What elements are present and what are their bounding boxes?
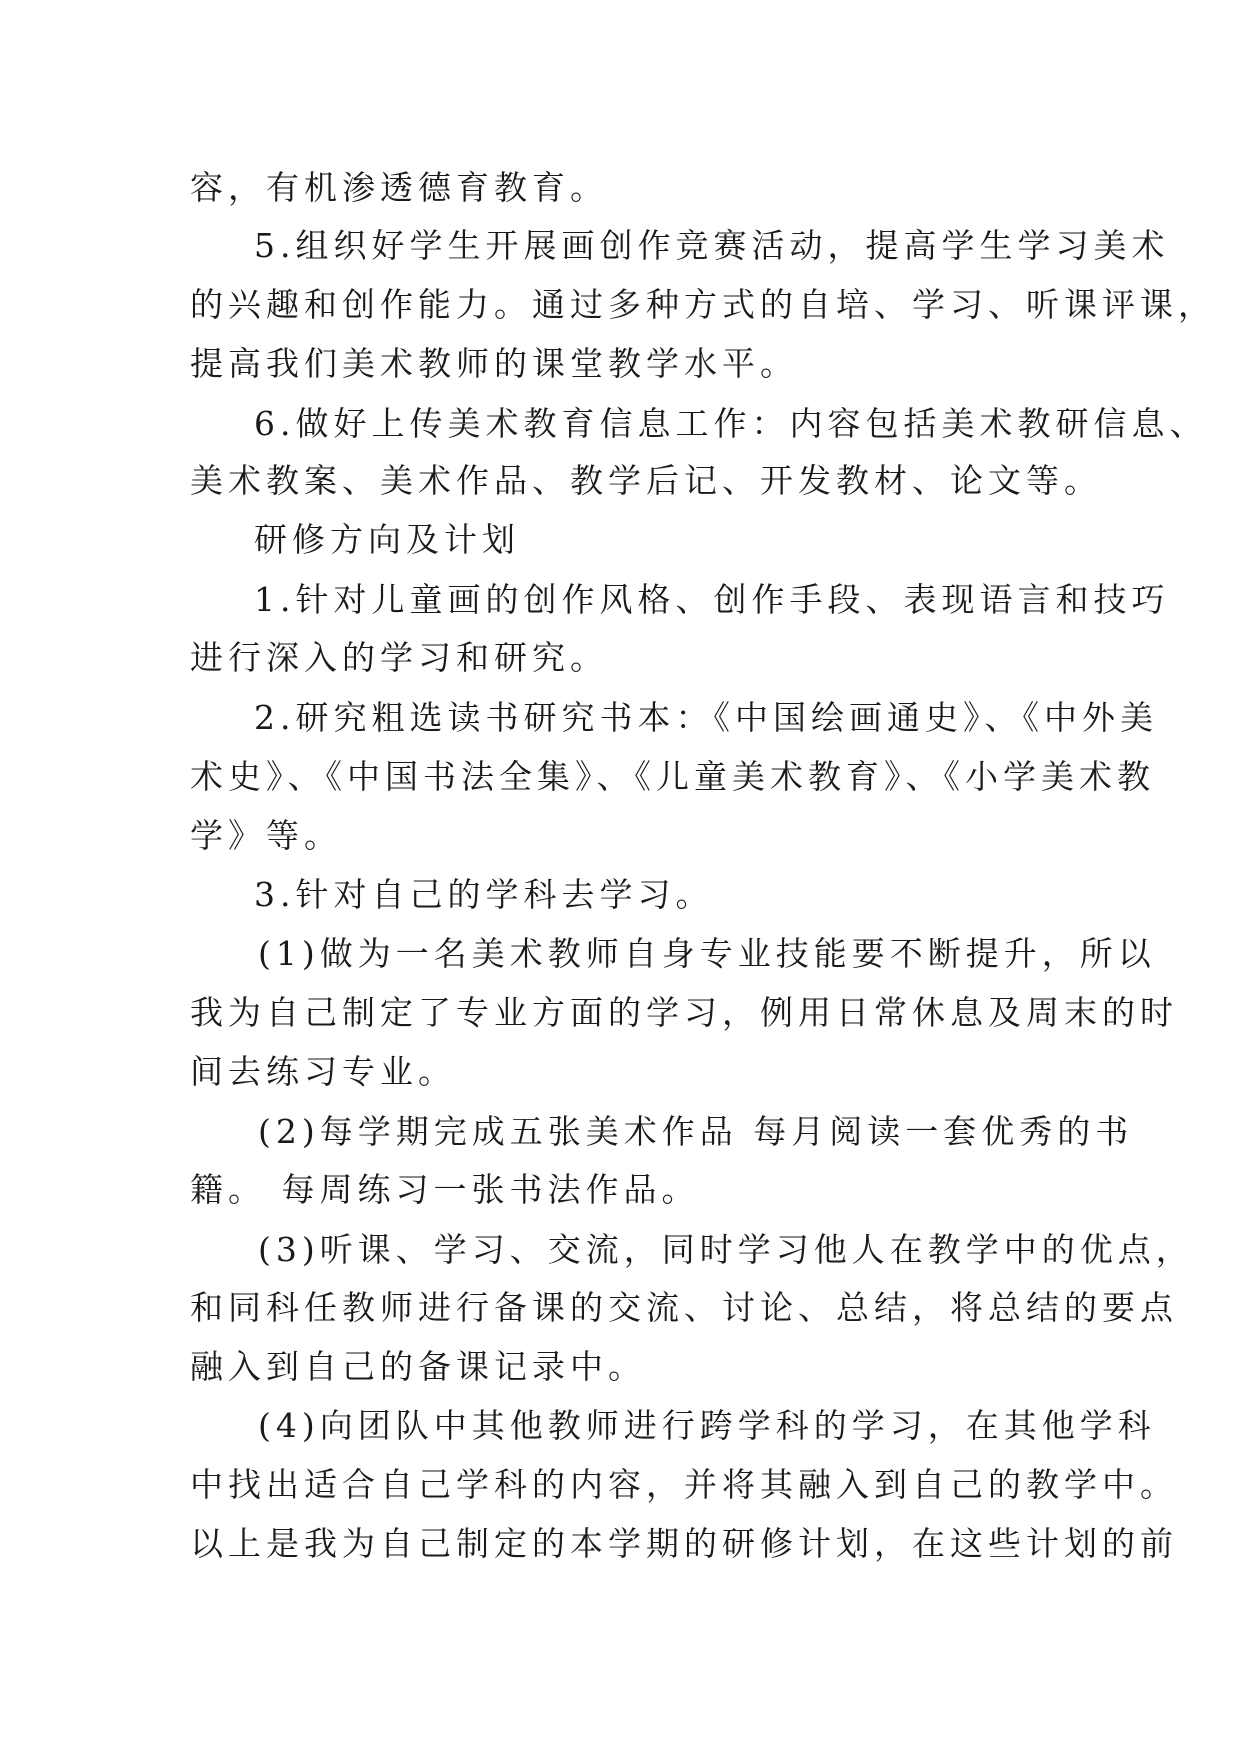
- text-line: 进行深入的学习和研究。: [190, 638, 608, 677]
- text-line: 我为自己制定了专业方面的学习，例用日常休息及周末的时: [190, 993, 1178, 1032]
- text-line: 提高我们美术教师的课堂教学水平。: [190, 344, 798, 383]
- text-line: 的兴趣和创作能力。通过多种方式的自培、学习、听课评课，: [190, 285, 1216, 324]
- text-line: 术史》、《中国书法全集》、《儿童美术教育》、《小学美术教: [190, 757, 1155, 796]
- sub-item-1: (1)做为一名美术教师自身专业技能要不断提升，所以: [258, 934, 1156, 973]
- text-line: 融入到自己的备课记录中。: [190, 1347, 646, 1386]
- text-line: 和同科任教师进行备课的交流、讨论、总结，将总结的要点: [190, 1288, 1178, 1327]
- paragraph-item-2: 2.研究粗选读书研究书本：《中国绘画通史》、《中外美: [254, 698, 1158, 737]
- sub-item-4: (4)向团队中其他教师进行跨学科的学习，在其他学科: [258, 1406, 1156, 1445]
- text-line: 容，有机渗透德育教育。: [190, 168, 608, 207]
- text-line: 学》等。: [190, 816, 342, 855]
- text-line: 籍。 每周练习一张书法作品。: [190, 1170, 700, 1209]
- section-heading: 研修方向及计划: [254, 520, 520, 559]
- text-line: 中找出适合自己学科的内容，并将其融入到自己的教学中。: [190, 1465, 1178, 1504]
- paragraph-item-3: 3.针对自己的学科去学习。: [254, 875, 714, 914]
- paragraph-item-5: 5.组织好学生开展画创作竞赛活动，提高学生学习美术: [254, 226, 1170, 265]
- text-line: 间去练习专业。: [190, 1052, 456, 1091]
- text-line: 以上是我为自己制定的本学期的研修计划，在这些计划的前: [190, 1524, 1178, 1563]
- paragraph-item-1: 1.针对儿童画的创作风格、创作手段、表现语言和技巧: [254, 580, 1170, 619]
- sub-item-2: (2)每学期完成五张美术作品 每月阅读一套优秀的书: [258, 1112, 1134, 1151]
- text-line: 美术教案、美术作品、教学后记、开发教材、论文等。: [190, 461, 1102, 500]
- sub-item-3: (3)听课、学习、交流，同时学习他人在教学中的优点，: [258, 1230, 1194, 1269]
- paragraph-item-6: 6.做好上传美术教育信息工作：内容包括美术教研信息、: [254, 404, 1208, 443]
